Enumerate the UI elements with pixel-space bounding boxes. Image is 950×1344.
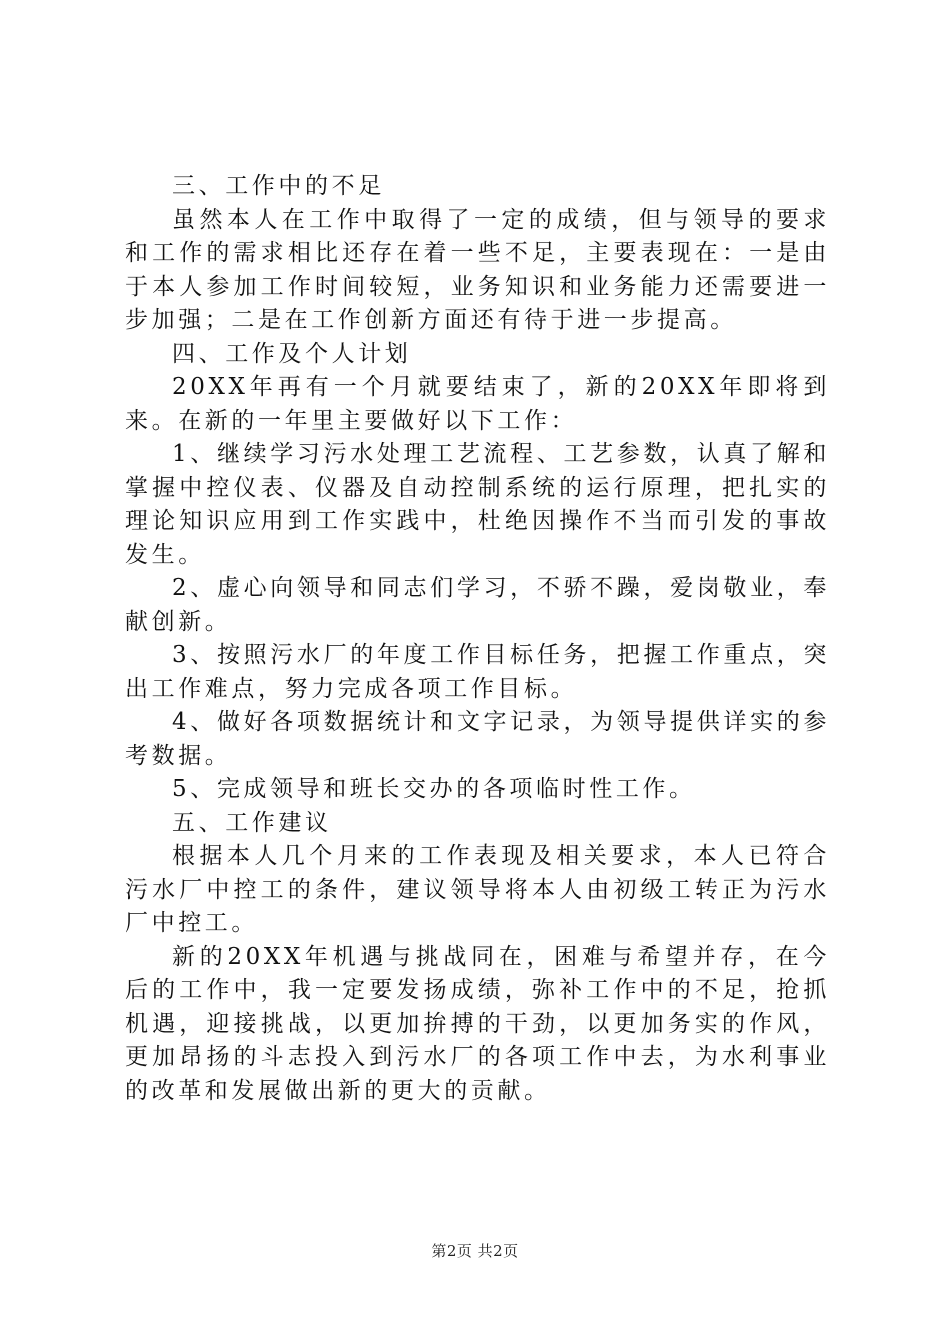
plan-item-4: 4、做好各项数据统计和文字记录，为领导提供详实的参考数据。 [125, 709, 830, 769]
plan-item-5: 5、完成领导和班长交办的各项临时性工作。 [172, 776, 696, 802]
paragraph-plan-intro: 20XX年再有一个月就要结束了，新的20XX年即将到来。在新的一年里主要做好以下工作： [125, 374, 830, 434]
plan-item-2: 2、虚心向领导和同志们学习，不骄不躁，爱岗敬业，奉献创新。 [125, 575, 830, 635]
paragraph-suggestion: 根据本人几个月来的工作表现及相关要求，本人已符合污水厂中控工的条件，建议领导将本人由初级工转正为污水厂中控工。 [125, 843, 830, 936]
section-heading-suggestion: 五、工作建议 [172, 809, 332, 836]
plan-item-1: 1、继续学习污水处理工艺流程、工艺参数，认真了解和掌握中控仪表、仪器及自动控制系统的运行原理，把扎实的理论知识应用到工作实践中，杜绝因操作不当而引发的事故发生。 [125, 441, 830, 568]
page-number-footer: 第2页 共2页 [431, 1242, 519, 1260]
paragraph-shortcomings: 虽然本人在工作中取得了一定的成绩，但与领导的要求和工作的需求相比还存在着一些不足，主要表现在：一是由于本人参加工作时间较短，业务知识和业务能力还需要进一步加强；二是在工作创新方面还有待于进一步提高。 [125, 206, 830, 333]
plan-item-3: 3、按照污水厂的年度工作目标任务，把握工作重点，突出工作难点，努力完成各项工作目标。 [125, 642, 830, 702]
paragraph-closing: 新的20XX年机遇与挑战同在，困难与希望并存，在今后的工作中，我一定要发扬成绩，弥补工作中的不足，抢抓机遇，迎接挑战，以更加拚搏的干劲，以更加务实的作风，更加昂扬的斗志投入到污水厂的各项工作中去，为水利事业的改革和发展做出新的更大的贡献。 [125, 943, 830, 1104]
document-body [125, 170, 830, 1108]
section-heading-plan: 四、工作及个人计划 [172, 340, 412, 367]
section-heading-shortcomings: 三、工作中的不足 [172, 173, 385, 199]
